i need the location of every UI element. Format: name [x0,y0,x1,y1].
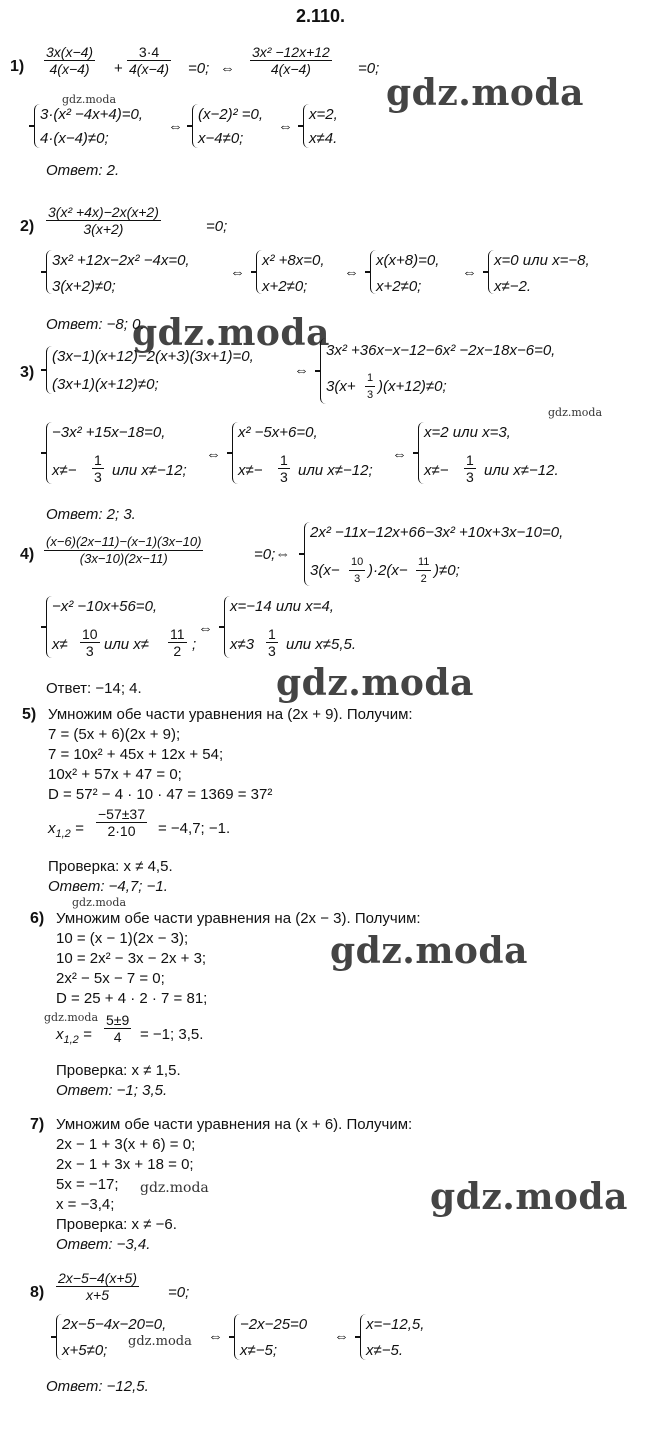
equivalence-sign: ⇔ [334,1328,349,1345]
check: Проверка: x ≠ −6. [56,1216,177,1233]
problem-number: 7) [30,1116,45,1133]
equivalence-sign: ⇔ [278,118,293,135]
equation-text: x≠−5. [366,1342,404,1359]
equation-text: 5x = −17; [56,1176,119,1193]
equation-text: x(x+8)=0, [376,252,440,269]
fraction: $\frac{\text{3(x² +4x)−2x(x+2)}}{3(x+2)}$ [48,204,159,237]
fraction: $\frac{-57\pm 37}{2\cdot 10}$ [98,806,146,839]
equation-text: $x_{1,2}$ = [56,1026,92,1046]
equation-text: x=−12,5, [366,1316,425,1333]
watermark: gdz.moda [140,1180,209,1196]
equivalence-sign: ⇔ [198,620,213,637]
equation-text: D = 57² − 4 · 10 · 47 = 1369 = 37² [48,786,273,803]
equation-text: 2x − 1 + 3(x + 6) = 0; [56,1136,196,1153]
equation-text: (3x+1)(x+12)≠0; [52,376,159,393]
equation-text: или x≠−12; [298,462,373,479]
problem-intro: Умножим обе части уравнения на (2x − 3). Получим: [56,910,421,927]
equation-text: 3(x+ [326,378,356,395]
equation-text: 10 = (x − 1)(2x − 3); [56,930,189,947]
equation-text: 7 = 10x² + 45x + 12x + 54; [48,746,224,763]
fraction: $\frac{2x-5-4(x+5)}{x+5}$ [58,1270,137,1303]
answer: Ответ: −1; 3,5. [56,1082,168,1099]
equation-text: x≠− [238,462,263,479]
equivalence-sign: ⇔ [392,446,407,463]
problem-number: 6) [30,910,45,927]
equation-text: $x_{1,2}$ = [48,820,84,840]
fraction: $\frac{1}{3}$ [280,452,288,485]
equation-text: = −4,7; −1. [158,820,231,837]
fraction: $\frac{3\cdot 4}{4(x-4)}$ [129,44,170,77]
answer: Ответ: 2. [46,162,120,179]
watermark: gdz.moda [548,406,603,419]
fraction: $\frac{(x-6)(2x-11)-(x-1)(3x-10)}{(3x-10)(2x-11)}$ [46,534,202,566]
problem-number: 3) [20,364,35,381]
watermark: gdz.moda [430,1176,628,1218]
equation-text: x=0 или x=−8, [494,252,590,269]
watermark: gdz.moda [62,93,117,106]
equivalence-sign: ⇔ [294,362,309,379]
equation-text: −3x² +15x−18=0, [52,424,166,441]
equation-text: x+2≠0; [262,278,308,295]
equation-text: x = −3,4; [56,1196,115,1213]
equation-text: x=−14 или x=4, [230,598,334,615]
fraction: $\frac{5\pm 9}{4}$ [106,1012,130,1045]
fraction: $\frac{1}{3}$ [367,372,374,401]
equivalence-sign: ⇔ [208,1328,223,1345]
watermark: gdz.moda [276,662,474,704]
equation-text: x² −5x+6=0, [238,424,318,441]
fraction: $\frac{11}{2}$ [170,626,185,659]
equivalence-sign: ⇔ [206,446,221,463]
problem-number: 1) [10,58,25,75]
equation-text: )≠0; [434,562,460,579]
equation-text: x+5≠0; [62,1342,108,1359]
problem-number: 5) [22,706,37,723]
fraction: $\frac{\text{3x² −12x+12}}{4(x-4)}$ [252,44,330,77]
equivalence-sign: ⇔ [220,60,235,77]
equation-text: =0;⇔ [254,546,291,563]
fraction: $\frac{1}{3}$ [94,452,102,485]
equation-text: −x² −10x+56=0, [52,598,158,615]
answer: Ответ: 2; 3. [46,506,136,523]
problem-number: 8) [30,1284,45,1301]
problem-intro: Умножим обе части уравнения на (2x + 9). Получим: [48,706,413,723]
answer: Ответ: −8; 0. [46,316,145,333]
fraction: $\frac{10}{3}$ [351,556,364,585]
equation-text: =0; [206,218,228,235]
equation-text: 3·(x² −4x+4)=0, [40,106,143,123]
equivalence-sign: ⇔ [462,264,477,281]
answer: Ответ: −14; 4. [46,680,142,697]
fraction: $\frac{1}{3}$ [268,626,276,659]
problem-number: 4) [20,546,35,563]
equation-text: или x≠−12. [484,462,559,479]
equation-text: x≠4. [309,130,338,147]
equation-text: x² +8x=0, [262,252,325,269]
equation-text: x≠ [52,636,68,653]
equation-text: x−4≠0; [198,130,244,147]
watermark: gdz.moda [44,1011,99,1024]
equation-text: 2x² −11x−12x+66−3x² +10x+3x−10=0, [310,524,564,541]
equation-text: 10 = 2x² − 3x − 2x + 3; [56,950,207,967]
equation-text: =0; [168,1284,190,1301]
watermark: gdz.moda [72,896,127,909]
check: Проверка: x ≠ 1,5. [56,1062,181,1079]
equivalence-sign: ⇔ [230,264,245,281]
equation-text: −2x−25=0 [240,1316,308,1333]
equation-text: 3(x− [310,562,340,579]
equation-text: x≠− [424,462,449,479]
equation-text: (x−2)² =0, [198,106,264,123]
equation-text: 7 = (5x + 6)(2x + 9); [48,726,181,743]
equation-text: x≠−5; [240,1342,278,1359]
equation-text: 10x² + 57x + 47 = 0; [48,766,182,783]
equation-text: 2x² − 5x − 7 = 0; [56,970,165,987]
problem-title: 2.110. [296,6,346,26]
equation-text: 2x − 1 + 3x + 18 = 0; [56,1156,194,1173]
equation-text: 3(x+2)≠0; [52,278,116,295]
watermark: gdz.moda [330,930,528,972]
equation-text: 3x² +12x−2x² −4x=0, [52,252,190,269]
equation-text: x+2≠0; [376,278,422,295]
equation-text: (3x−1)(x+12)−2(x+3)(3x+1)=0, [52,348,254,365]
watermark: gdz.moda [386,72,584,114]
fraction: $\frac{3x(x-4)}{4(x-4)}$ [46,44,94,77]
answer: Ответ: −12,5. [46,1378,149,1395]
equation-text: x=2, [309,106,338,123]
equation-text: x≠−2. [494,278,532,295]
equation-text: или x≠ [104,636,150,653]
equation-text: x≠− [52,462,77,479]
equation-text: 3x² +36x−x−12−6x² −2x−18x−6=0, [326,342,556,359]
answer: Ответ: −3,4. [56,1236,151,1253]
watermark: gdz.moda [132,312,330,354]
equation-text: )(x+12)≠0; [378,378,447,395]
equation-text: или x≠5,5. [286,636,357,653]
equation-text: 2x−5−4x−20=0, [62,1316,167,1333]
equation-text: x≠3 [230,636,255,653]
answer: Ответ: −4,7; −1. [48,878,168,895]
problem-intro: Умножим обе части уравнения на (x + 6). Получим: [56,1116,413,1133]
equation-text: или x≠−12; [112,462,187,479]
equivalence-sign: ⇔ [168,118,183,135]
equation-text: =0; [358,60,380,77]
equation-text: x=2 или x=3, [424,424,511,441]
fraction: $\frac{1}{3}$ [466,452,474,485]
equation-text: )·2(x− [368,562,408,579]
watermark: gdz.moda [128,1334,192,1349]
operator: + [114,60,123,77]
equation-text: = −1; 3,5. [140,1026,204,1043]
fraction: $\frac{11}{2}$ [418,556,430,585]
check: Проверка: x ≠ 4,5. [48,858,173,875]
equivalence-sign: ⇔ [344,264,359,281]
equation-text: =0; [188,60,210,77]
equation-text: 4·(x−4)≠0; [40,130,109,147]
equation-text: D = 25 + 4 · 2 · 7 = 81; [56,990,208,1007]
equation-text: ; [192,636,197,653]
problem-number: 2) [20,218,35,235]
fraction: $\frac{10}{3}$ [82,626,98,659]
